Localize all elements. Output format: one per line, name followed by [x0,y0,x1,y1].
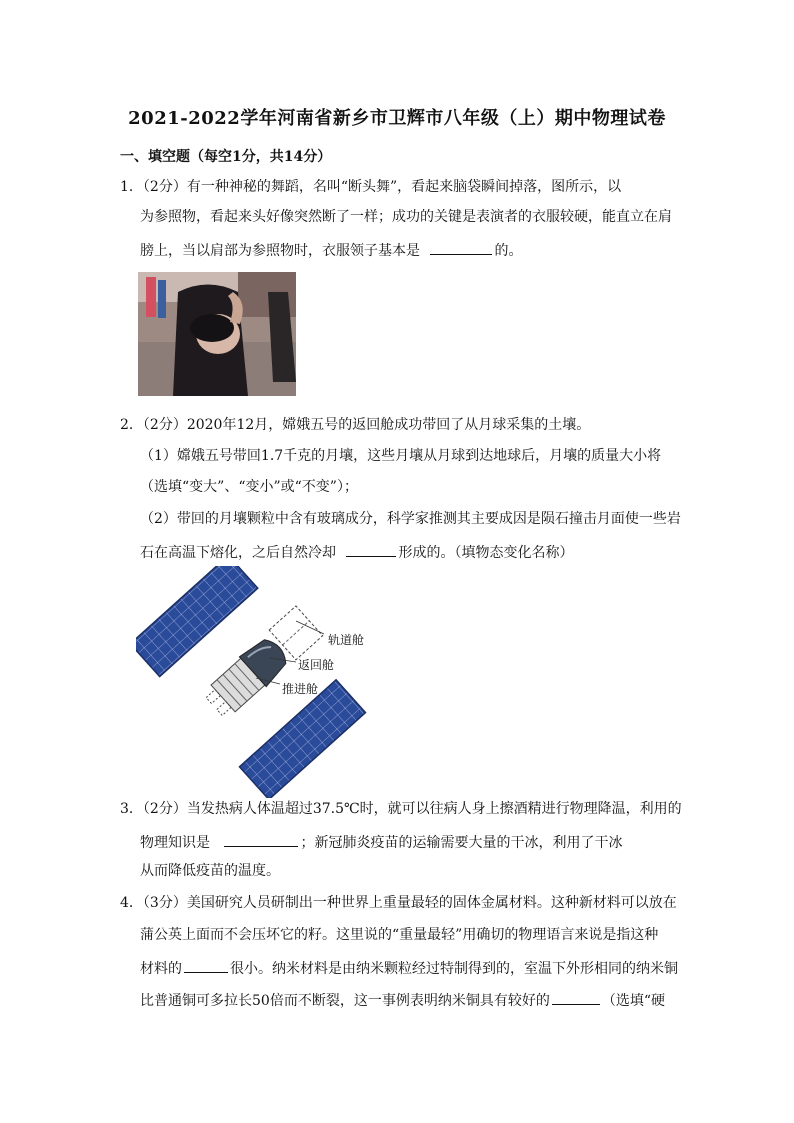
q3-line2-text: 物理知识是 [140,835,210,851]
satellite-diagram [136,566,376,798]
page-title: 2021-2022学年河南省新乡市卫辉市八年级（上）期中物理试卷 [128,108,666,129]
q4-answer-blank-1[interactable] [184,958,228,973]
q4-line4-text: 比普通铜可多拉长50倍而不断裂，这一事例表明纳米铜具有较好的 [140,993,550,1009]
section-heading: 一、填空题（每空1分，共14分） [120,149,332,165]
q1-line3-text: 膀上，当以肩部为参照物时，衣服领子基本是 [140,243,420,259]
q4-answer-blank-2[interactable] [552,990,600,1005]
label-orbital-module: 轨道舱 [328,633,365,647]
label-propulsion-module: 推进舱 [282,682,319,696]
q3-line1: 3．（2分）当发热病人体温超过37.5℃时，就可以往病人身上擦酒精进行物理降温，利用的 [120,801,682,817]
q1-line2: 为参照物，看起来头好像突然断了一样；成功的关键是表演者的衣服较硬，能直立在肩 [140,209,672,225]
q2-answer-blank[interactable] [346,542,396,557]
q1-line1: 1．（2分）有一种神秘的舞蹈，名叫“断头舞”，看起来脑袋瞬间掉落，图所示，以 [120,179,622,195]
q2-line4: （2）带回的月壤颗粒中含有玻璃成分，科学家推测其主要成因是陨石撞击月面使一些岩 [140,511,681,527]
q2-line2: （1）嫦娥五号带回1.7千克的月壤，这些月壤从月球到达地球后，月壤的质量大小将 [140,448,662,464]
q3-line2 [140,832,622,852]
q3-answer-blank[interactable] [224,832,298,847]
q4-line3 [140,958,678,978]
dance-photo [138,272,296,396]
q4-line2: 蒲公英上面而不会压坏它的籽。这里说的“重量最轻”用确切的物理语言来说是指这种 [140,927,659,943]
q4-line3-text: 材料的 [140,961,182,977]
lower-solar-panel [239,680,365,798]
q4-line1: 4．（3分）美国研究人员研制出一种世界上重量最轻的固体金属材料。这种新材料可以放在 [120,895,677,911]
q4-line4-end: （选填“硬 [601,993,665,1009]
label-return-capsule: 返回舱 [298,658,335,672]
q3-line3: 从而降低疫苗的温度。 [140,863,280,879]
q1-line3-end: 的。 [494,243,523,259]
q1-line3 [140,240,522,260]
q2-line1: 2．（2分）2020年12月，嫦娥五号的返回舱成功带回了从月球采集的土壤。 [120,417,591,433]
q2-line5 [140,542,573,562]
q2-line5-end: 形成的。（填物态变化名称） [398,545,574,561]
q2-line5-text: 石在高温下熔化，之后自然冷却 [140,545,336,561]
q4-line3-end: 很小。纳米材料是由纳米颗粒经过特制得到的，室温下外形相同的纳米铜 [230,961,678,977]
q4-line4 [140,990,665,1010]
q1-answer-blank[interactable] [430,240,492,255]
q2-line3: （选填“变大”、“变小”或“不变”）； [140,479,358,495]
q3-line2-end: ；新冠肺炎疫苗的运输需要大量的干冰，利用了干冰 [300,835,623,851]
